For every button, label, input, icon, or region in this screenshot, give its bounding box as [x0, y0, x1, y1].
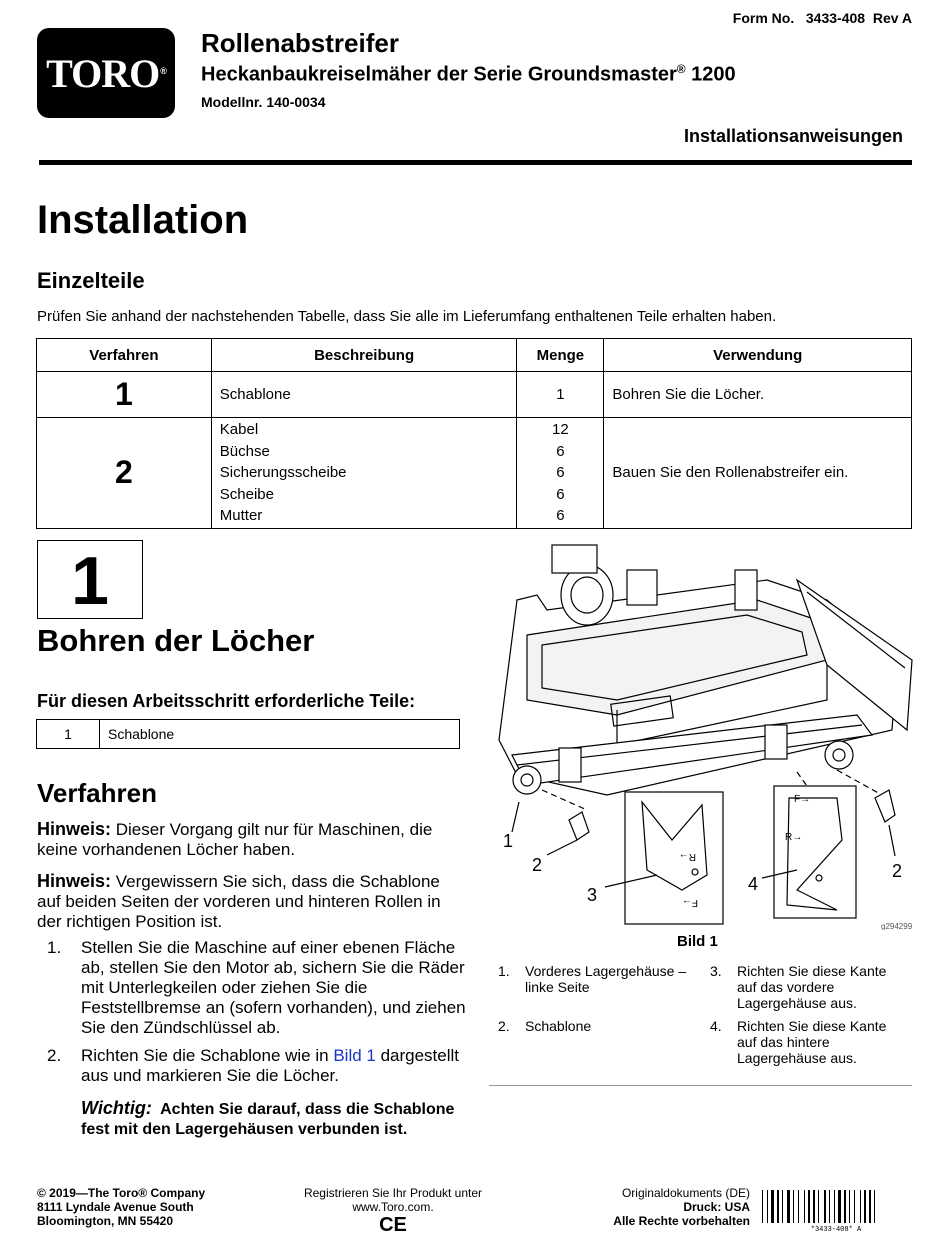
- column-header: Verwendung: [604, 339, 912, 372]
- registered-mark: ®: [676, 62, 686, 76]
- logo-registered-mark: ®: [160, 66, 166, 76]
- step-title: Bohren der Löcher: [37, 623, 315, 658]
- callout-1: 1: [503, 831, 514, 851]
- parts-heading: Einzelteile: [37, 268, 145, 293]
- footer-rights: [613, 1186, 750, 1228]
- step-number: 2: [37, 418, 212, 529]
- callout-2b: 2: [892, 861, 903, 881]
- footer-address: [37, 1186, 205, 1228]
- part-qty: 12: [552, 421, 569, 438]
- important-note: [81, 1098, 461, 1140]
- step-number-box: 1: [37, 540, 143, 619]
- section-title: Installation: [37, 198, 249, 242]
- footer-city: Bloomington, MN 55420: [37, 1214, 174, 1228]
- logo-text: TORO: [46, 50, 160, 96]
- subtitle-text: Heckanbaukreiselmäher der Serie Groundsmaster: [201, 63, 677, 86]
- callout-2: 2: [532, 855, 543, 875]
- part-usage: Bauen Sie den Rollenabstreifer ein.: [604, 418, 912, 529]
- toro-logo: [37, 28, 175, 118]
- item-number: 2.: [47, 1046, 62, 1065]
- template-mark: R→: [785, 832, 803, 843]
- part-qty: 6: [556, 485, 565, 503]
- parts-intro: Prüfen Sie anhand der nachstehenden Tabelle, dass Sie alle im Lieferumfang enthaltenen Teile erhalten haben.: [37, 308, 777, 325]
- procedure-heading: Verfahren: [37, 778, 157, 808]
- column-header: Verfahren: [37, 339, 212, 372]
- legend-number: 3.: [710, 963, 722, 979]
- barcode: [760, 1190, 912, 1232]
- legend-number: 4.: [710, 1018, 722, 1034]
- required-part-qty: 1: [37, 720, 100, 749]
- template-mark: R→: [678, 851, 696, 862]
- template-mark: F→: [794, 794, 811, 805]
- part-description-list: [211, 418, 517, 529]
- footer-rights-reserved: Alle Rechte vorbehalten: [613, 1214, 750, 1228]
- important-text: Achten Sie darauf, dass die Schablone fest mit den Lagergehäusen verbunden ist.: [81, 1101, 459, 1138]
- footer-company: © 2019—The Toro® Company: [37, 1186, 206, 1200]
- footer-register-text: Registrieren Sie Ihr Produkt unter: [303, 1186, 483, 1200]
- barcode-text: *3433-408* A: [810, 1226, 862, 1232]
- model-number: Modellnr. 140-0034: [201, 94, 326, 110]
- note-1: [37, 819, 467, 860]
- part-qty: 6: [556, 464, 565, 481]
- note-label: Hinweis:: [37, 819, 112, 839]
- important-label: Wichtig:: [81, 1098, 152, 1118]
- legend-divider: [489, 1085, 912, 1086]
- callout-3: 3: [587, 885, 598, 905]
- item-number: 1.: [47, 938, 62, 957]
- figure-link[interactable]: Bild 1: [333, 1046, 376, 1065]
- table-row: [37, 372, 912, 418]
- part-quantity: 1: [517, 372, 604, 418]
- note-text: Vergewissern Sie sich, dass die Schablone auf beiden Seiten der vorderen und hinteren Rollen in der richtigen Position ist.: [37, 872, 441, 931]
- table-header-row: [37, 339, 912, 372]
- footer-original-doc: Originaldokuments (DE): [621, 1186, 750, 1200]
- required-parts-heading: Für diesen Arbeitsschritt erforderliche Teile:: [37, 691, 416, 711]
- part-usage: Bohren Sie die Löcher.: [604, 372, 912, 418]
- part-qty: 6: [556, 507, 565, 524]
- form-number: Form No. 3433-408 Rev A: [732, 10, 912, 26]
- subtitle-model-number: 1200: [685, 63, 736, 86]
- legend-text: Schablone: [525, 1018, 592, 1034]
- footer-street: 8111 Lyndale Avenue South: [37, 1200, 194, 1214]
- legend-number: 2.: [498, 1018, 510, 1034]
- figure-illustration: [497, 540, 913, 930]
- legend-text: Richten Sie diese Kante auf das vordere Lagergehäuse aus.: [737, 963, 887, 1011]
- procedure-item-2: [37, 1046, 467, 1086]
- document-type: Installationsanweisungen: [683, 126, 903, 146]
- required-part-name: Schablone: [100, 720, 460, 749]
- item-text-post: dargestellt aus und markieren Sie die Löcher.: [81, 1046, 460, 1085]
- legend-text: Vorderes Lagergehäuse – linke Seite: [525, 963, 687, 995]
- legend-text: Richten Sie diese Kante auf das hintere Lagergehäuse aus.: [737, 1018, 887, 1066]
- part-name: Sicherungsscheibe: [219, 464, 347, 481]
- document-subtitle: [201, 62, 736, 87]
- procedure-item-1: [37, 938, 467, 1038]
- step-number: 1: [37, 372, 212, 418]
- legend-number: 1.: [498, 963, 510, 979]
- document-title: Rollenabstreifer: [201, 28, 399, 58]
- item-text: [81, 1046, 467, 1086]
- ce-mark: CE: [379, 1214, 407, 1236]
- note-label: Hinweis:: [37, 871, 112, 891]
- column-header: Beschreibung: [211, 339, 517, 372]
- parts-table: [36, 338, 912, 529]
- legend-item: [498, 963, 510, 979]
- item-text: Stellen Sie die Maschine auf einer ebenen Fläche ab, stellen Sie den Motor ab, sichern Sie die Räder mit Unterlegkeilen oder ziehen Sie die Feststellbremse an (sofern vorhanden), und ziehen Sie den Zündschlüssel ab.: [81, 938, 466, 1037]
- table-row: [37, 418, 912, 529]
- item-text-pre: Richten Sie die Schablone wie in: [81, 1046, 334, 1065]
- part-name: Mutter: [219, 507, 263, 524]
- part-name: Scheibe: [219, 485, 274, 503]
- callout-4: 4: [748, 874, 759, 894]
- header-divider: [39, 160, 912, 165]
- part-name: Kabel: [219, 421, 259, 438]
- footer-website: www.Toro.com.: [352, 1200, 434, 1214]
- part-qty: 6: [556, 442, 565, 460]
- footer-registration: [280, 1186, 506, 1236]
- column-header: Menge: [517, 339, 604, 372]
- template-mark: F→: [681, 897, 698, 908]
- figure-caption: Bild 1: [677, 933, 718, 950]
- part-quantity-list: [517, 418, 604, 529]
- table-row: [37, 720, 460, 749]
- required-parts-table: [36, 719, 460, 749]
- figure-code: g294299: [881, 922, 913, 930]
- footer-print: Druck: USA: [683, 1200, 750, 1214]
- part-name: Büchse: [219, 442, 270, 460]
- part-description: Schablone: [211, 372, 517, 418]
- note-2: [37, 871, 467, 932]
- note-text: Dieser Vorgang gilt nur für Maschinen, die keine vorhandenen Löcher haben.: [37, 820, 433, 859]
